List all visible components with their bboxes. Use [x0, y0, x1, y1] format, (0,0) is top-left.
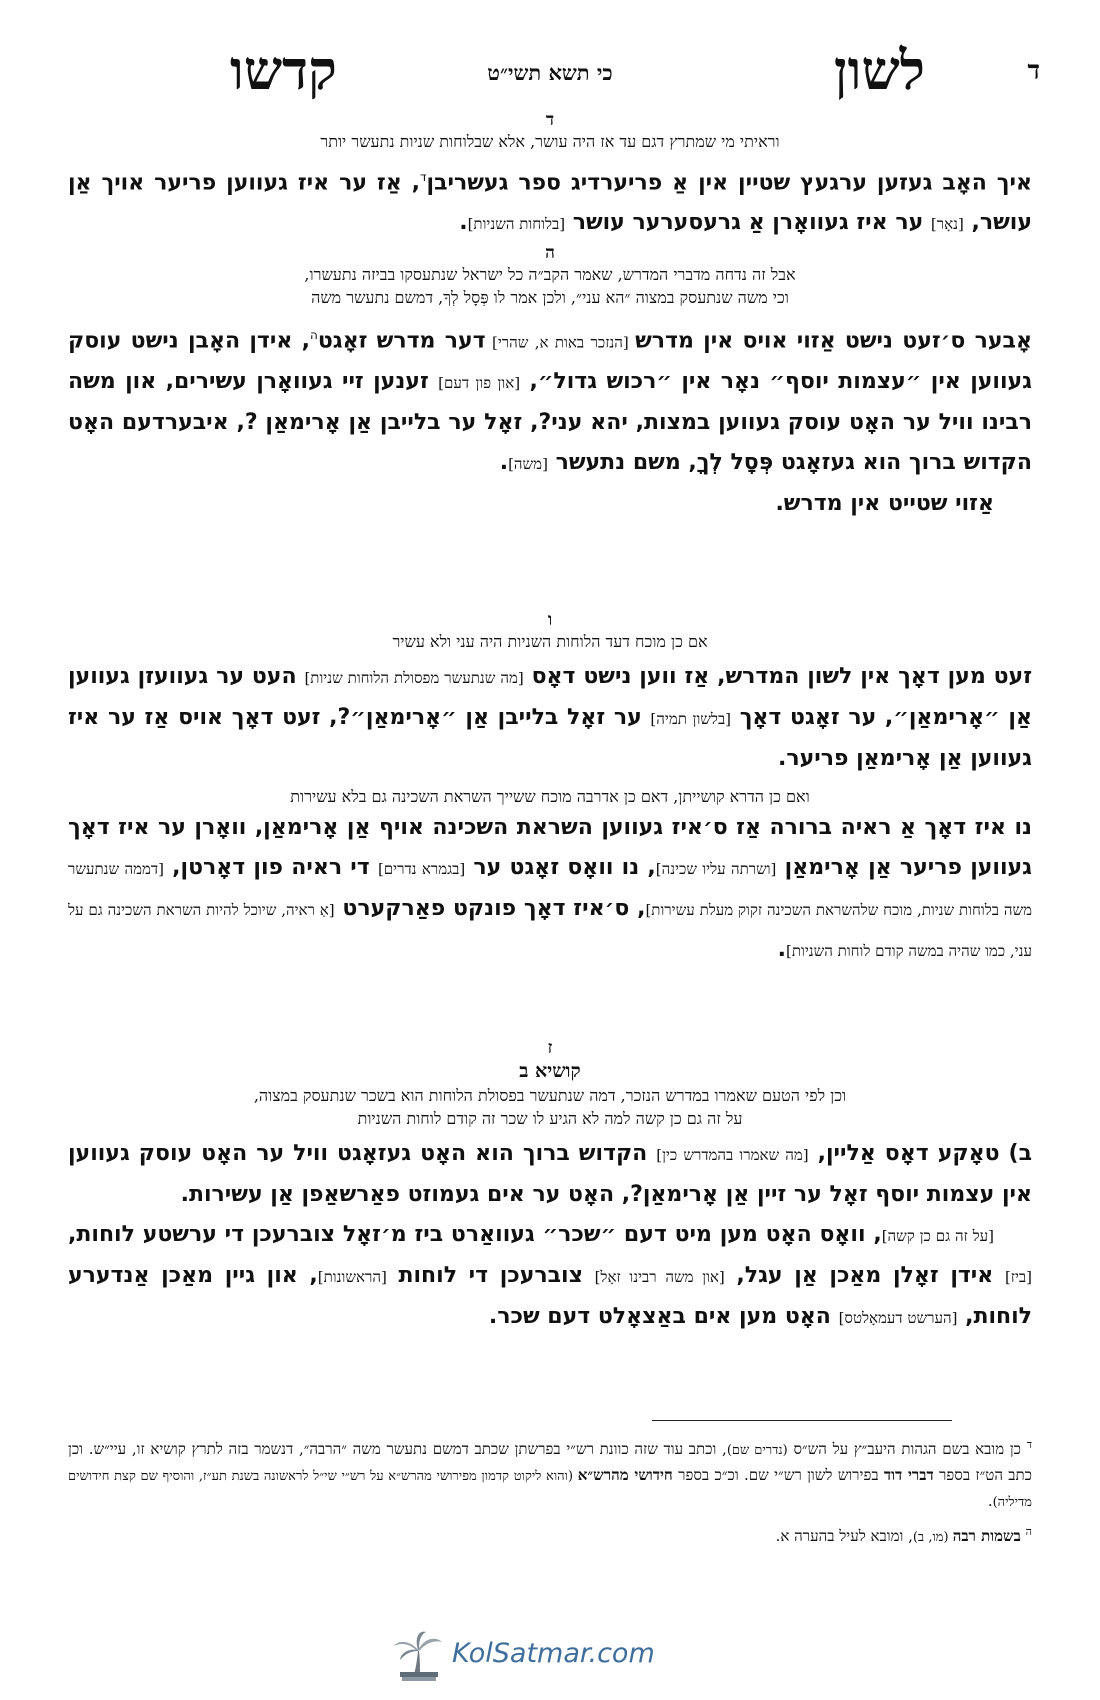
footnotes — [68, 1432, 1032, 1550]
section-citation-line1: אבל זה נדחה מדברי המדרש, שאמר הקב״ה כל ישראל שנתעסקו בביזה נתעשרו, — [304, 265, 796, 284]
header-title-left: קדשו — [230, 38, 337, 102]
section-citation-line2: על זה גם כן קשה למה לא הגיע לו שכר זה קודם לוחות השניות — [357, 1109, 743, 1128]
footnote-1: $^ד$ כן מובא בשם הגהות היעב״ץ על הש״ס (נדרים שם), וכתב עוד שזה כוונת רש״י בפרשתן שכתב דמשם נתעשר משה ״הרבה״, דנשמר בזה לתרץ קושיא זו, עיי״ש. וכן כתב הט״ז בספר דברי דוד בפירוש לשון רש״י שם. וכ״כ בספר חידושי מהרש״א (והוא ליקוט קדמון מפירושי מהרש״א על רש״י שי״ל לראשונה בשנת תע״ז, והוסיף שם קצת חידושים מדיליה). — [68, 1438, 1033, 1510]
footnote-divider — [652, 1420, 952, 1421]
section-citation-line1: וכן לפי הטעם שאמרו במדרש הנזכר, דמה שנתעשר בפסולת הלוחות הוא בשכר שנתעסק במצוה, — [253, 1086, 847, 1105]
section-citation-2: ואם כן הדרא קושייתן, דאם כן אדרבה מוכח ששייך השראת השכינה גם בלא עשירות — [290, 787, 810, 806]
section-citation: אם כן מוכח דעד הלוחות השניות היה עני ולא עשיר — [392, 632, 708, 651]
header-parsha: כי תשא תשי״ט — [487, 60, 613, 85]
logo-text: KolSatmar.com — [452, 1638, 655, 1669]
body-paragraph: אַזוי שטייט אין מדרש. — [775, 491, 994, 517]
section-letter: ו — [547, 610, 553, 630]
section-citation-line2: וכי משה שנתעסק במצוה ״הא עני״, ולכן אמר לו פְּסָל לְךָ, דמשם נתעשר משה — [311, 288, 789, 307]
page-number: ד — [1027, 56, 1040, 86]
section-heh — [68, 243, 1032, 524]
header-title-right: לשון — [833, 38, 925, 102]
section-dalet — [68, 110, 1032, 244]
section-letter: ד — [545, 110, 555, 130]
body-paragraph: איך האָב געזען ערגעץ שטיין אין אַ פריערדיג ספר געשריבן$^ד$, אַז ער איז געווען פריער אויך אַן עושר, [נאָר] ער איז געוואָרן אַ גרעסערער עושר [בלוחות השניות]. — [68, 170, 1033, 236]
palm-tree-book-icon — [390, 1630, 448, 1682]
site-logo[interactable] — [390, 1630, 680, 1682]
section-vav — [68, 610, 1032, 971]
footnote-ref: ה — [309, 328, 318, 342]
body-paragraph: אָבער ס׳זעט נישט אַזוי אויס אין מדרש [הנזכר באות א, שהרי] דער מדרש זאָגט$^ה$, אידן האָבן נישט עוסק געווען אין ״עצמות יוסף״ נאָר אין ״רכוש גדול״, [און פון דעם] זענען זיי געוואָרן עשירים, און משה רבינו וויל ער האָט עוסק געווען במצות, יהא עני?, זאָל ער בלייבן אַן אָרימאַן ?, איבערדעם האָט הקדוש ברוך הוא געזאָגט פְּסָל לְךָ, משם נתעשר [משה]. — [68, 328, 1033, 476]
body-paragraph: ב) טאָקע דאָס אַליין, [מה שאמרו בהמדרש כין] הקדוש ברוך הוא האָט געזאָגט וויל ער האָט עוסק געווען אין עצמות יוסף זאָל ער זיין אַן אָרימאַן?, האָט ער אים געמוזט פאַרשאַפן אַן עשירות. — [68, 1141, 1032, 1207]
running-header — [60, 38, 1040, 102]
footnote-ref: ד — [419, 170, 427, 184]
section-letter: ה — [545, 243, 555, 263]
section-citation: וראיתי מי שמתרץ דגם עד אז היה עושר, אלא שבלוחות שניות נתעשר יותר — [320, 132, 780, 151]
section-subtitle: קושיא ב — [519, 1060, 581, 1082]
section-letter: ז — [547, 1038, 553, 1058]
body-paragraph: נו איז דאָך אַ ראיה ברורה אַז ס׳איז געווען השראת השכינה אויף אַן אָרימאַן, וואָרן ער איז דאָך געווען פריער אַן אָרימאַן [ושרתה עליו שכינה], נו וואָס זאָגט ער [בגמרא נדרים] די ראיה פון דאָרטן, [דממה שנתעשר משה בלוחות שניות, מוכח שלהשראת השכינה זקוק מעלת עשירות], ס׳איז דאָך פונקט פאַרקערט [אַ ראיה, שיוכל להיות השראת השכינה גם על עני, כמו שהיה במשה קודם לוחות השניות]. — [68, 815, 1033, 962]
section-zayin — [68, 1038, 1032, 1338]
body-paragraph: זעט מען דאָך אין לשון המדרש, אַז ווען נישט דאָס [מה שנתעשר מפסולת הלוחות שניות] העט ער געוועזן געווען אַן ״אָרימאַן״, ער זאָגט דאָך [בלשון תמיה] ער זאָל בלייבן אַן ״אָרימאַן״?, זעט דאָך אויס אַז ער איז געווען אַן אָרימאַן פריער. — [68, 664, 1033, 771]
body-paragraph: [על זה גם כן קשה], וואָס האָט מען מיט דעם ״שכר״ געוואַרט ביז מ׳זאָל צוברעכן די ערשטע לוחות, [ביז] אידן זאָלן מאַכן אַן עגל, [און משה רבינו זאָל] צוברעכן די לוחות [הראשונות], און גיין מאַכן אַנדערע לוחות, [הערשט דעמאָלטס] האָט מען אים באַצאָלט דעם שכר. — [68, 1222, 1032, 1329]
footnote-2: $^ה$ בשמות רבה (מו, ב), ומובא לעיל בהערה א. — [775, 1525, 1032, 1545]
